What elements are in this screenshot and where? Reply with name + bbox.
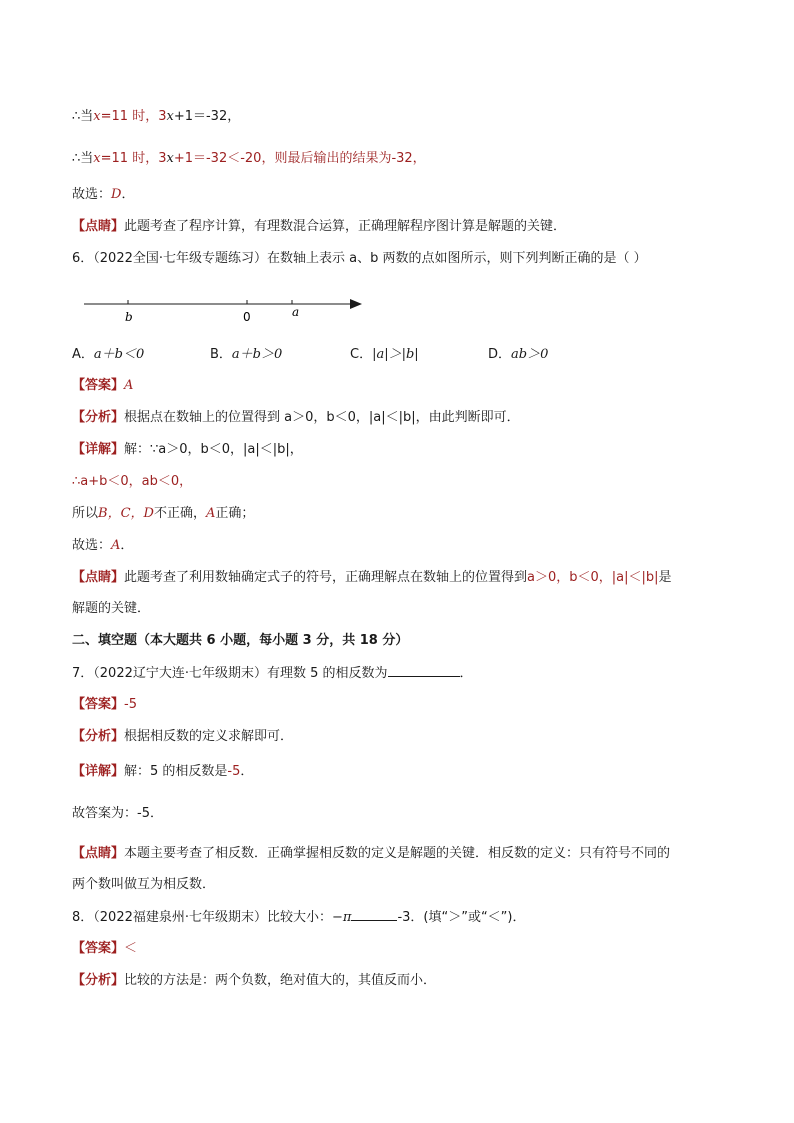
point-line [72,218,566,236]
tag-answer: 【答案】 [72,697,125,712]
q7-detail: 【详解】解：5 的相反数是-5． [72,764,254,779]
calc-line-1 [72,108,240,126]
label-b: b [125,310,133,324]
q6-detail-2: ∴a+b＜0，ab＜0， [72,474,193,489]
var-x: x [93,151,101,166]
choice-a: A．a＋b＜0 [72,347,145,362]
answer-blank [351,908,397,921]
q6-answer [72,377,133,395]
q7-analysis: 【分析】根据相反数的定义求解即可． [72,729,294,744]
q6-analysis [72,409,520,427]
q7-point-2: 两个数叫做互为相反数． [72,877,216,892]
q7-final: 故答案为：-5． [72,806,163,821]
text: +1＝-32， [173,109,241,124]
detail-text: 解：∵a＞0，b＜0，|a|＜|b|， [124,442,303,457]
text: =11 时，3 [100,151,167,166]
q6-stem: 6．（2022全国·七年级专题练习）在数轴上表示 a、b 两数的点如图所示，则下列判断正确的是（ ） [72,251,647,266]
text: ∴当 [72,109,94,124]
text: =11 时，3 [100,109,167,124]
text: 此题考查了程序计算，有理数混合运算，正确理解程序图计算是解题的关键． [124,219,567,234]
var-x: x [166,151,174,166]
tag-analysis: 【分析】 [72,729,125,744]
q8-answer [72,940,137,958]
q7-answer [72,696,137,714]
tag-analysis: 【分析】 [72,973,125,988]
q7-stem: 7．（2022辽宁大连·七年级期末）有理数 5 的相反数为 ． [72,666,473,681]
q8-stem: 8．（2022福建泉州·七年级期末）比较大小：−π -3．(填“＞”或“＜”)． [72,910,526,925]
q6-point-2: 解题的关键． [72,601,151,616]
tag-point: 【点睛】 [72,570,125,585]
choice-c: C．|a|＞|b| [350,347,419,362]
tag-point: 【点睛】 [72,846,125,861]
q6-detail [72,441,303,459]
tag-detail: 【详解】 [72,764,125,779]
var-x: x [166,109,174,124]
answer-letter: D [111,187,122,202]
answer-value: ＜ [124,941,138,956]
tag-detail: 【详解】 [72,442,125,457]
answer-value: A [124,378,134,393]
q7-point-1: 【点睛】本题主要考查了相反数．正确掌握相反数的定义是解题的关键．相反数的定义：只有符号不同的 [72,846,671,861]
q6-choices [72,346,548,364]
section-heading: 二、填空题（本大题共 6 小题，每小题 3 分，共 18 分） [72,633,409,648]
analysis-text: 根据点在数轴上的位置得到 a＞0，b＜0，|a|＜|b|，由此判断即可． [124,410,520,425]
choice-d: D．ab＞0 [488,347,549,362]
q6-detail-3: 所以B，C，D不正确，A正确； [72,506,255,521]
tag-analysis: 【分析】 [72,410,125,425]
answer-blank [388,664,460,677]
neg-pi: −π [332,910,352,925]
q6-point-1: 【点睛】此题考查了利用数轴确定式子的符号，正确理解点在数轴上的位置得到a＞0，b＜0，|a|＜|b|是 [72,570,672,585]
q8-analysis: 【分析】比较的方法是：两个负数，绝对值大的，其值反而小． [72,973,437,988]
choose-line [72,186,134,204]
text: +1＝-32＜-20，则最后输出的结果为-32， [173,151,426,166]
tag-point: 【点睛】 [72,219,125,234]
arrow-icon [350,299,362,309]
text: ． [121,187,135,202]
q6-detail-4: 故选：A． [72,538,134,553]
tag-answer: 【答案】 [72,941,125,956]
choice-b: B．a＋b＞0 [210,347,283,362]
var-x: x [93,109,101,124]
text: ∴当 [72,151,94,166]
label-zero: 0 [243,310,251,324]
tag-answer: 【答案】 [72,378,125,393]
text: 故选： [72,187,112,202]
calc-line-2 [72,150,426,168]
answer-value: -5 [124,697,137,712]
number-line [80,288,380,328]
label-a: a [292,305,300,319]
